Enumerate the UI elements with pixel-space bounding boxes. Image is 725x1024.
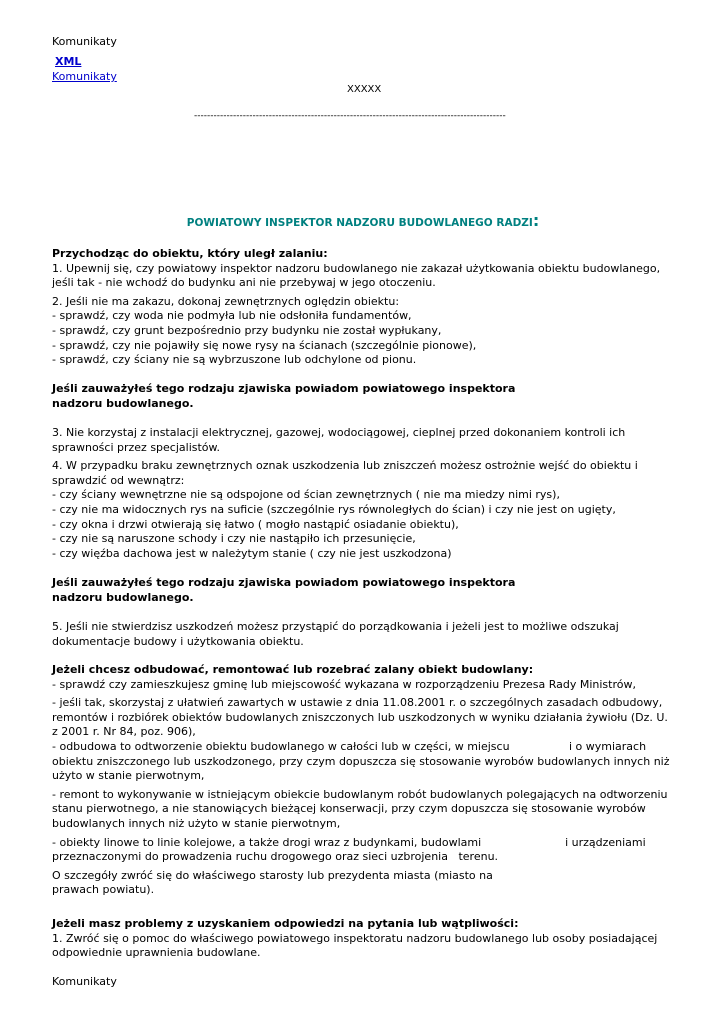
section2-point4-line: - czy ściany wewnętrzne nie są odspojone od ścian zewnętrznych ( nie ma miedzy nimi rys), xyxy=(52,488,560,502)
section1-point2-line: - sprawdź, czy nie pojawiły się nowe rysy na ścianach (szczególnie pionowe), xyxy=(52,338,477,352)
section1-point1: 1. Upewnij się, czy powiatowy inspektor nadzoru budowlanego nie zakazał użytkowania obiektu budowlanego, jeśli tak - nie wchodź do budynku ani nie przebywaj w jego otoczeniu. xyxy=(52,261,661,290)
separator-line: ------------------------------------------------------------------------------------------------ xyxy=(194,111,506,121)
section1-point2-line: - sprawdź, czy grunt bezpośrednio przy budynku nie został wypłukany, xyxy=(52,323,442,337)
section2-point4-line: - czy więźba dachowa jest w należytym stanie ( czy nie jest uszkodzona) xyxy=(52,546,452,560)
section4-line: - sprawdź czy zamieszkujesz gminę lub miejscowość wykazana w rozporządzeniu Prezesa Rady Ministrów, xyxy=(52,677,636,691)
page-title xyxy=(52,211,674,230)
section-problems xyxy=(52,917,674,961)
xxxxx-label: XXXXX xyxy=(347,84,382,95)
section5-heading: Jeżeli masz problemy z uzyskaniem odpowiedzi na pytania lub wątpliwości: xyxy=(52,917,519,930)
section3-point5: 5. Jeśli nie stwierdzisz uszkodzeń możesz przystąpić do porządkowania i jeżeli jest to możliwe odszukaj dokumentacje budowy i użytkowania obiektu. xyxy=(52,620,619,648)
section2-point4-line: - czy okna i drzwi otwierają się łatwo ( mogło nastąpić osiadanie obiektu), xyxy=(52,517,459,531)
section2-point4-line: 4. W przypadku braku zewnętrznych oznak uszkodzenia lub zniszczeń możesz ostrożnie wejść do obiektu i sprawdzić od wewnątrz: xyxy=(52,459,638,487)
section4-line: O szczegóły zwróć się do właściwego starosty lub prezydenta miasta (miasto na prawach powiatu). xyxy=(52,868,493,897)
komunikaty-link[interactable]: Komunikaty xyxy=(52,70,117,83)
section-flooded-building xyxy=(52,247,674,368)
warning1-text: Jeśli zauważyłeś tego rodzaju zjawiska powiadom powiatowego inspektora nadzoru budowlanego. xyxy=(52,382,516,410)
section-installations xyxy=(52,426,674,561)
section1-point2-line: - sprawdź, czy woda nie podmyła lub nie odsłoniła fundamentów, xyxy=(52,309,412,323)
footer-komunikaty-label: Komunikaty xyxy=(52,975,117,988)
section2-point4-line: - czy nie są naruszone schody i czy nie nastąpiło ich przesunięcie, xyxy=(52,532,416,546)
section4-line: - remont to wykonywanie w istniejącym obiekcie budowlanym robót budowlanych polegających na odtworzeniu stanu pierwotnego, a nie stanowiących bieżącej konserwacji, przy czym dopuszcza się stosowanie wyrobów budowlanych innych niż użyto w stanie pierwotnym, xyxy=(52,787,668,830)
section4-heading: Jeżeli chcesz odbudować, remontować lub rozebrać zalany obiekt budowlany: xyxy=(52,663,534,676)
section-cleanup xyxy=(52,620,652,649)
section4-line: - jeśli tak, skorzystaj z ułatwień zawartych w ustawie z dnia 11.08.2001 r. o szczególnych zasadach odbudowy, remontów i rozbiórek obiektów budowlanych zniszczonych lub uszkodzonych w wyniku działania żywiołu (Dz. U. z 2001 r. Nr 84, poz. 906), xyxy=(52,696,668,739)
section1-point2-line: 2. Jeśli nie ma zakazu, dokonaj zewnętrznych oględzin obiektu: xyxy=(52,294,400,308)
warning2-text: Jeśli zauważyłeś tego rodzaju zjawiska powiadom powiatowego inspektora nadzoru budowlanego. xyxy=(52,576,516,604)
section1-heading: Przychodząc do obiektu, który uległ zalaniu: xyxy=(52,247,328,260)
section2-point4-line: - czy nie ma widocznych rys na suficie (szczególnie rys równoległych do ścian) i czy nie jest on ugięty, xyxy=(52,502,616,516)
section-rebuild xyxy=(52,663,674,898)
warning-2 xyxy=(52,576,522,605)
xml-link[interactable]: XML xyxy=(55,55,82,68)
title-colon: : xyxy=(532,211,540,230)
section2-point3: 3. Nie korzystaj z instalacji elektrycznej, gazowej, wodociągowej, cieplnej przed dokonaniem kontroli ich sprawności przez specjalistów. xyxy=(52,426,626,454)
title-text: POWIATOWY INSPEKTOR NADZORU BUDOWLANEGO RADZI xyxy=(186,217,533,229)
section5-point1: 1. Zwróć się o pomoc do właściwego powiatowego inspektoratu nadzoru budowlanego lub osoby posiadającej odpowiednie uprawnienia budowlane. xyxy=(52,931,658,960)
top-komunikaty-label: Komunikaty xyxy=(52,35,117,48)
section1-point2-line: - sprawdź, czy ściany nie są wybrzuszone lub odchylone od pionu. xyxy=(52,353,417,367)
section4-line: - obiekty linowe to linie kolejowe, a także drogi wraz z budynkami, budowlami i urządzeniami przeznaczonymi do prowadzenia ruchu drogowego oraz sieci uzbrojenia terenu. xyxy=(52,835,650,864)
section4-line: - odbudowa to odtworzenie obiektu budowlanego w całości lub w części, w miejscu i o wymiarach obiektu zniszczonego lub uszkodzonego, przy czym dopuszcza się stosowanie wyrobów budowlanych innych niż użyto w stanie pierwotnym, xyxy=(52,739,673,783)
warning-1 xyxy=(52,382,522,411)
